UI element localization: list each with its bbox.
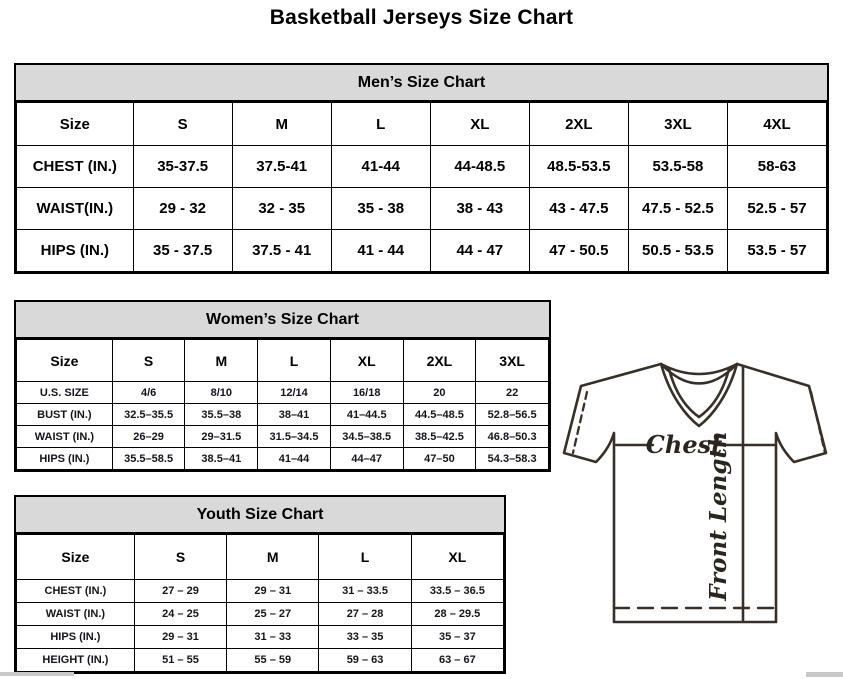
- size-value-cell: 25 – 27: [227, 603, 319, 626]
- column-header: XL: [330, 340, 403, 382]
- table-row: [17, 230, 827, 272]
- size-value-cell: 38.5–42.5: [403, 426, 476, 448]
- row-label: CHEST (IN.): [17, 146, 134, 188]
- size-value-cell: 44-48.5: [430, 146, 529, 188]
- scrollbar-fragment-left[interactable]: [0, 672, 74, 676]
- row-label: HIPS (IN.): [17, 626, 135, 649]
- size-value-cell: 24 – 25: [134, 603, 226, 626]
- column-header: S: [134, 535, 226, 580]
- table-row: [17, 146, 827, 188]
- page-title: Basketball Jerseys Size Chart: [269, 6, 574, 29]
- size-value-cell: 20: [403, 382, 476, 404]
- table-row: [17, 603, 504, 626]
- chest-label: Chest: [645, 430, 723, 459]
- column-header: S: [112, 340, 185, 382]
- table-row: [17, 382, 549, 404]
- row-label: WAIST (IN.): [17, 426, 113, 448]
- size-value-cell: 28 – 29.5: [411, 603, 503, 626]
- size-value-cell: 34.5–38.5: [330, 426, 403, 448]
- size-value-cell: 35.5–58.5: [112, 448, 185, 470]
- size-value-cell: 26–29: [112, 426, 185, 448]
- size-value-cell: 46.8–50.3: [476, 426, 549, 448]
- table-row: [17, 426, 549, 448]
- table-row: [17, 626, 504, 649]
- size-value-cell: 27 – 28: [319, 603, 411, 626]
- column-header: 2XL: [403, 340, 476, 382]
- size-value-cell: 51 – 55: [134, 649, 226, 672]
- size-value-cell: 41–44.5: [330, 404, 403, 426]
- size-value-cell: 12/14: [258, 382, 331, 404]
- column-header: XL: [430, 103, 529, 146]
- scrollbar-fragment-right[interactable]: [806, 672, 843, 677]
- size-value-cell: 37.5-41: [232, 146, 331, 188]
- column-header: Size: [17, 535, 135, 580]
- column-header: M: [227, 535, 319, 580]
- size-value-cell: 29–31.5: [185, 426, 258, 448]
- column-header: Size: [17, 340, 113, 382]
- size-value-cell: 38.5–41: [185, 448, 258, 470]
- jersey-illustration: [556, 356, 842, 648]
- size-value-cell: 31.5–34.5: [258, 426, 331, 448]
- column-header: L: [258, 340, 331, 382]
- column-header: L: [319, 535, 411, 580]
- size-value-cell: 44–47: [330, 448, 403, 470]
- size-value-cell: 41–44: [258, 448, 331, 470]
- column-header: XL: [411, 535, 503, 580]
- column-header: 3XL: [476, 340, 549, 382]
- column-header: L: [331, 103, 430, 146]
- row-label: HIPS (IN.): [17, 448, 113, 470]
- size-value-cell: 22: [476, 382, 549, 404]
- size-value-cell: 52.8–56.5: [476, 404, 549, 426]
- column-header: 4XL: [727, 103, 826, 146]
- row-label: U.S. SIZE: [17, 382, 113, 404]
- size-value-cell: 31 – 33: [227, 626, 319, 649]
- size-value-cell: 44.5–48.5: [403, 404, 476, 426]
- size-value-cell: 58-63: [727, 146, 826, 188]
- column-header: 2XL: [529, 103, 628, 146]
- header-row: [17, 103, 827, 146]
- womens-size-table: [16, 339, 549, 470]
- row-label: HEIGHT (IN.): [17, 649, 135, 672]
- size-value-cell: 8/10: [185, 382, 258, 404]
- size-value-cell: 29 – 31: [227, 580, 319, 603]
- size-value-cell: 47–50: [403, 448, 476, 470]
- womens-table-title: Women’s Size Chart: [16, 302, 549, 339]
- size-value-cell: 33.5 – 36.5: [411, 580, 503, 603]
- size-value-cell: 35 - 38: [331, 188, 430, 230]
- table-row: [17, 404, 549, 426]
- size-value-cell: 32 - 35: [232, 188, 331, 230]
- size-value-cell: 35.5–38: [185, 404, 258, 426]
- mens-size-chart: [14, 63, 829, 274]
- size-value-cell: 59 – 63: [319, 649, 411, 672]
- size-value-cell: 29 – 31: [134, 626, 226, 649]
- table-row: [17, 649, 504, 672]
- column-header: M: [232, 103, 331, 146]
- youth-size-table: [16, 534, 504, 672]
- size-value-cell: 27 – 29: [134, 580, 226, 603]
- header-row: [17, 340, 549, 382]
- size-value-cell: 38–41: [258, 404, 331, 426]
- size-value-cell: 31 – 33.5: [319, 580, 411, 603]
- size-value-cell: 55 – 59: [227, 649, 319, 672]
- size-value-cell: 47 - 50.5: [529, 230, 628, 272]
- header-row: [17, 535, 504, 580]
- table-row: [17, 448, 549, 470]
- womens-size-chart: [14, 300, 551, 472]
- front-length-label: Front Length: [705, 431, 732, 601]
- row-label: BUST (IN.): [17, 404, 113, 426]
- size-value-cell: 41-44: [331, 146, 430, 188]
- column-header: 3XL: [628, 103, 727, 146]
- jersey-measurement-diagram: [556, 356, 842, 648]
- column-header: Size: [17, 103, 134, 146]
- youth-table-title: Youth Size Chart: [16, 497, 504, 534]
- column-header: M: [185, 340, 258, 382]
- size-value-cell: 4/6: [112, 382, 185, 404]
- size-value-cell: 53.5-58: [628, 146, 727, 188]
- row-label: WAIST (IN.): [17, 603, 135, 626]
- row-label: WAIST(IN.): [17, 188, 134, 230]
- size-value-cell: 43 - 47.5: [529, 188, 628, 230]
- row-label: CHEST (IN.): [17, 580, 135, 603]
- table-row: [17, 188, 827, 230]
- row-label: HIPS (IN.): [17, 230, 134, 272]
- size-value-cell: 35-37.5: [133, 146, 232, 188]
- size-value-cell: 16/18: [330, 382, 403, 404]
- size-value-cell: 52.5 - 57: [727, 188, 826, 230]
- size-value-cell: 50.5 - 53.5: [628, 230, 727, 272]
- size-value-cell: 63 – 67: [411, 649, 503, 672]
- size-value-cell: 33 – 35: [319, 626, 411, 649]
- size-value-cell: 35 - 37.5: [133, 230, 232, 272]
- size-value-cell: 37.5 - 41: [232, 230, 331, 272]
- table-row: [17, 580, 504, 603]
- size-value-cell: 47.5 - 52.5: [628, 188, 727, 230]
- youth-size-chart: [14, 495, 506, 674]
- size-value-cell: 53.5 - 57: [727, 230, 826, 272]
- size-value-cell: 38 - 43: [430, 188, 529, 230]
- size-value-cell: 35 – 37: [411, 626, 503, 649]
- jersey-body-outline: [564, 364, 826, 622]
- size-value-cell: 54.3–58.3: [476, 448, 549, 470]
- mens-table-title: Men’s Size Chart: [16, 65, 827, 102]
- size-value-cell: 32.5–35.5: [112, 404, 185, 426]
- size-value-cell: 41 - 44: [331, 230, 430, 272]
- size-value-cell: 48.5-53.5: [529, 146, 628, 188]
- column-header: S: [133, 103, 232, 146]
- size-value-cell: 29 - 32: [133, 188, 232, 230]
- size-value-cell: 44 - 47: [430, 230, 529, 272]
- mens-size-table: [16, 102, 827, 272]
